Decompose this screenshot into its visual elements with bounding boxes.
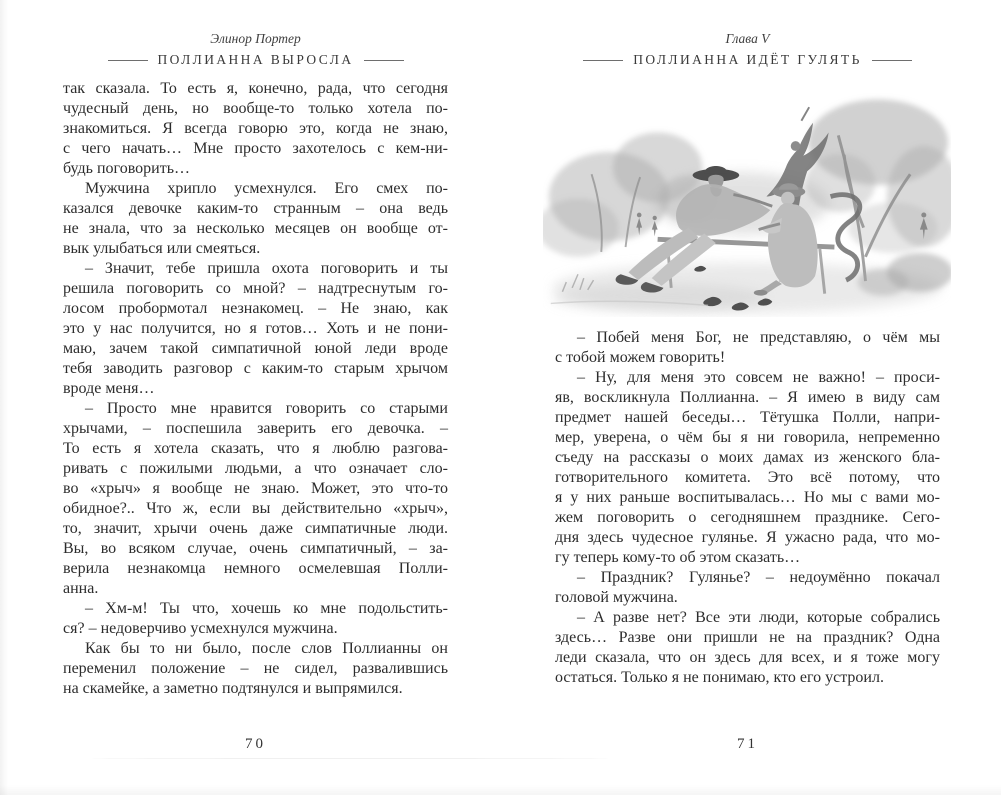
- paragraph: [63, 259, 448, 399]
- text-line: вроде меня…: [63, 380, 155, 397]
- text-line: вык улыбаться или смеяться.: [63, 240, 261, 257]
- park-scene-illustration: [543, 80, 951, 317]
- text-line: съеду на рассказы о моих дамах из женского бла-: [555, 449, 940, 466]
- left-page: [63, 30, 448, 765]
- text-line: лосом пробормотал незнакомец. – Не знаю, как: [63, 300, 448, 317]
- text-line: так сказала. То есть я, конечно, рада, что сегодня: [63, 80, 448, 97]
- paragraph: [63, 399, 448, 599]
- text-line: ся? – недоверчиво усмехнулся мужчина.: [63, 620, 338, 637]
- text-line: с тобой можем говорить!: [555, 349, 726, 366]
- text-line: верила незнакомца немного осмелевшая Полли-: [63, 560, 448, 577]
- paragraph: [63, 79, 448, 179]
- right-page-number: 71: [737, 736, 758, 752]
- text-line: То есть я хотела сказать, что я люблю разгова-: [63, 440, 448, 457]
- text-line: Вы, во всяком случае, очень симпатичный, – за-: [63, 540, 448, 557]
- text-line: леди сказала, что он здесь для всех, и я тоже могу: [555, 649, 940, 666]
- text-line: дня здесь чудесное гулянье. Я ужасно рада, что мо-: [555, 529, 940, 546]
- text-line: чудесный день, но вообще-то только хотела по-: [63, 100, 448, 117]
- paragraph: [63, 639, 448, 699]
- left-page-number: 70: [245, 736, 266, 752]
- text-line: – А разве нет? Все эти люди, которые собрались: [577, 609, 940, 626]
- author-name: Элинор Портер: [210, 31, 301, 46]
- scan-bottom-edge: [0, 785, 1001, 795]
- text-line: здесь… Разве они пришли не на праздник? Одна: [555, 629, 940, 646]
- title-rule-right: [872, 60, 912, 61]
- text-line: – Хм-м! Ты что, хочешь ко мне подольстить-: [85, 600, 448, 617]
- paragraph: [555, 568, 940, 608]
- title-rule-left: [108, 60, 148, 61]
- text-line: не знала, что за несколько месяцев он вообще от-: [63, 220, 448, 237]
- text-line: готворительного комитета. Это всё потому, что: [555, 469, 940, 486]
- text-line: головой мужчина.: [555, 589, 678, 606]
- text-line: мер, уверена, о чём бы я ни говорила, непременно: [555, 429, 940, 446]
- paragraph: [63, 179, 448, 259]
- right-page-header: [555, 30, 940, 68]
- text-line: анна.: [63, 580, 99, 597]
- text-line: предмет нашей беседы… Тётушка Полли, напри-: [555, 409, 940, 426]
- title-rule-right: [364, 60, 404, 61]
- text-line: жем поговорить о сегодняшнем празднике. Сего-: [555, 509, 940, 526]
- text-line: с чего начать… Мне просто захотелось с кем-ни-: [63, 140, 448, 157]
- text-line: гу теперь кому-то об этом сказать…: [555, 549, 801, 566]
- text-line: остаться. Только я не понимаю, кто его устроил.: [555, 669, 884, 686]
- text-line: – Просто мне нравится говорить со старыми: [85, 400, 448, 417]
- text-line: – Ну, для меня это совсем не важно! – проси-: [577, 369, 940, 386]
- text-line: тебя заводить разговор с каким-то старым хрычом: [63, 360, 448, 377]
- text-line: казался девочке каким-то странным – она ведь: [63, 200, 448, 217]
- chapter-title-row: [555, 52, 940, 68]
- text-line: – Праздник? Гулянье? – недоумённо покачал: [577, 569, 940, 586]
- text-line: яв, воскликнула Поллианна. – Я имею в виду сам: [555, 389, 940, 406]
- text-line: – Значит, тебе пришла охота поговорить и ты: [85, 260, 448, 277]
- text-line: переменил положение – не сидел, развалившись: [63, 660, 448, 677]
- paragraph: [555, 328, 940, 368]
- scan-left-edge: [0, 0, 8, 795]
- book-title-row: [63, 52, 448, 68]
- text-line: то, значит, хрычи очень даже симпатичные люди.: [63, 520, 448, 537]
- chapter-title: ПОЛЛИАННА ИДЁТ ГУЛЯТЬ: [633, 52, 862, 67]
- text-line: – Побей меня Бог, не представляю, о чём мы: [577, 329, 940, 346]
- text-line: решила поговорить со мной? – надтреснутым го-: [63, 280, 448, 297]
- text-line: будь поговорить…: [63, 160, 190, 177]
- left-page-header: [63, 30, 448, 68]
- right-page-text: [555, 328, 940, 688]
- text-line: ривать с пожилыми людьми, а что означает сло-: [63, 460, 448, 477]
- text-line: Как бы то ни было, после слов Поллианны он: [85, 640, 448, 657]
- text-line: на скамейке, а заметно подтянулся и выпрямился.: [63, 680, 403, 697]
- paragraph: [555, 608, 940, 688]
- title-rule-left: [583, 60, 623, 61]
- text-line: знакомиться. Я всегда говорю это, когда не знаю,: [63, 120, 448, 137]
- text-line: Мужчина хрипло усмехнулся. Его смех по-: [85, 180, 448, 197]
- left-page-text: [63, 79, 448, 699]
- text-line: обидное?.. Что ж, если вы действительно «хрыч»,: [63, 500, 448, 517]
- text-line: это у нас получится, но я готов… Хоть и не пони-: [63, 320, 448, 337]
- text-line: хрычами, – поспешила заверить его девочка. –: [63, 420, 448, 437]
- text-line: я у них раньше воспитывалась… Но мы с вами мо-: [555, 489, 940, 506]
- right-page: [555, 30, 940, 765]
- text-line: маю, зачем такой симпатичной юной леди вроде: [63, 340, 448, 357]
- text-line: во «хрыч» я вообще не знаю. Может, это что-то: [63, 480, 448, 497]
- chapter-label: Глава V: [725, 31, 770, 46]
- paragraph: [63, 599, 448, 639]
- book-title: ПОЛЛИАННА ВЫРОСЛА: [157, 52, 354, 67]
- paragraph: [555, 368, 940, 568]
